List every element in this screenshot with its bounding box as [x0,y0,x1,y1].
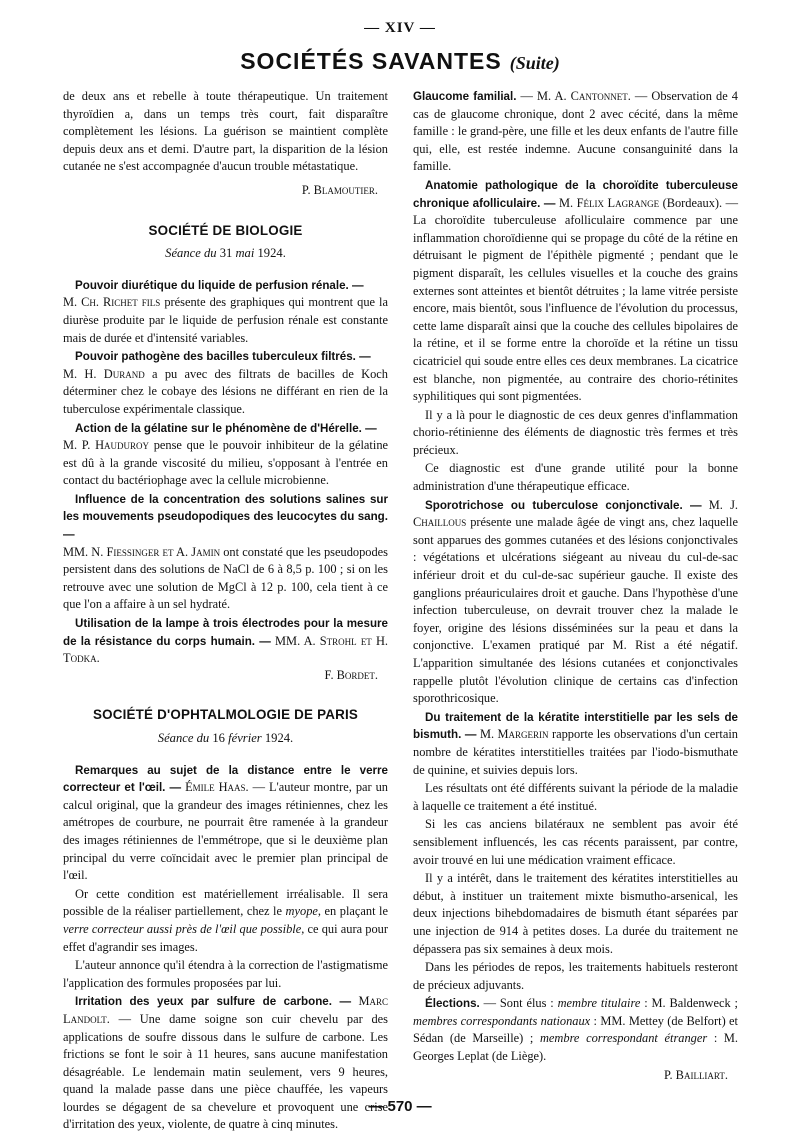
anatomie-paragraph: Ce diagnostic est d'une grande utilité pour la bonne administration d'une thérapeutique efficace. [413,461,738,494]
ophthalmology-item: Remarques au sujet de la distance entre le verre correcteur et l'œil. — Émile Haas. — L'auteur montre, par un calcul original, que la grandeur des images rétiniennes, chez les amétropes de courbure, ne pourrait être ramenée à la grandeur des images rétiniennes de l'emmétrope, que si le deuxième plan principal du verre coïncidait avec le premier plan principal de l'œil. [63,763,388,883]
biology-item: Pouvoir diurétique du liquide de perfusion rénale. — M. Ch. Richet fils présente des graphiques qui montrent que la diurèse produite par le liquide de perfusion rénale est constante mais de durée et d'intensité variables. [63,278,388,345]
running-title-main: SOCIÉTÉS SAVANTES [240,48,502,74]
biology-item: Utilisation de la lampe à trois électrodes pour la mesure de la résistance du corps humain. — MM. A. Strohl et H. Todka. [63,617,388,666]
page-number: — 570 — [368,1098,432,1115]
elections-item: Élections. — Sont élus : membre titulaire : M. Baldenweck ; membres correspondants nationaux : MM. Mettey (de Belfort) et Sédan (de Marseille) ; membre correspondant étranger : M. Georges Leplat (de Liège). [413,996,738,1064]
running-title-suffix: (Suite) [509,53,560,73]
anatomie-item: Anatomie pathologique de la choroïdite tuberculeuse chronique afolliculaire. — M. Félix Lagrange (Bordeaux). — La choroïdite tuberculeuse afolliculaire commence par une inflammation choroïdienne qui se propage du côté de la rétine en détruisant le pigment de l'épithèle pigmenté ; pendant que le pigment disparaît, les cellules visuelles et la couche des grains externes sont atteintes et bientôt détruites ; la lame vitrée persiste encore, mais bientôt, sous l'influence de l'évolution du processus, cette lame disparaît ainsi que la couche des cellules bipolaires de la rétine, et il se forme entre la choroïde et la rétine un tissu cicatriciel qui soude entre elles ces deux membranes. La cicatrice est blanche, non pigmentée, au contraire des chorio-rétinites syphilitiques qui sont pigmentées. [413,178,738,404]
biology-item: Action de la gélatine sur le phénomène de d'Hérelle. — M. P. Hauduroy pense que le pouvoir inhibiteur de la gélatine est dû à la grande viscosité du milieu, s'opposant à l'entrée en contact du bactériophage avec la cellule microbienne. [63,421,389,488]
intro-signature: P. Blamoutier. [301,182,378,197]
roman-page-number: — XIV — [364,20,436,36]
left-column [63,88,388,1135]
keratite-paragraph: Les résultats ont été différents suivant la période de la maladie à laquelle ce traitement a été institué. [413,781,738,813]
keratite-item: Du traitement de la kératite interstitielle par les sels de bismuth. — M. Margerin rapporte les observations d'un certain nombre de kératites interstitielles traitées par l'iodo-bismuthate de quinine, et suivies depuis lors. [413,710,738,777]
biology-section-title: SOCIÉTÉ DE BIOLOGIE [148,222,303,238]
biology-signature: F. Bordet. [324,667,378,682]
right-column [413,88,738,1088]
biology-item: Pouvoir pathogène des bacilles tuberculeux filtrés. — M. H. Durand a pu avec des filtrats de bacilles de Koch déterminer chez le cobaye des lésions ne différant en rien de la tuberculose expérimentale classique. [63,350,388,416]
anatomie-paragraph: Il y a là pour le diagnostic de ces deux genres d'inflammation chorio-rétinienne des éléments de diagnostic très fermes et très précieux. [413,407,738,457]
keratite-paragraph: Il y a intérêt, dans le traitement des kératites interstitielles au début, à instituer un traitement mixte bismutho-arsenical, les deux injections bihebdomadaires de bismuth étant séparées par une injection de 914 à petites doses. La durée du traitement ne dépassera pas six semaines à deux mois. [413,871,738,956]
biology-session-date: Séance du 31 mai 1924. [165,246,286,261]
running-title [0,48,800,75]
keratite-paragraph: Si les cas anciens bilatéraux ne semblent pas avoir été sensiblement influencés, les cas récents paraissent, par contre, avoir trouvé en lui une médication vraiment efficace. [413,817,738,867]
ophthalmology-paragraph: L'auteur annonce qu'il étendra à la correction de l'astigmatisme l'application des formules proposées par lui. [63,958,388,990]
ophthalmology-signature: P. Bailliart. [663,1067,728,1082]
keratite-paragraph: Dans les périodes de repos, les traitements habituels resteront de précieux adjuvants. [413,960,738,992]
ophthalmology-paragraph: Or cette condition est matériellement irréalisable. Il sera possible de la réaliser partiellement, chez le myope, en plaçant le verre correcteur aussi près de l'œil que possible, ce qui aura pour effet d'agrandir ses images. [63,886,388,954]
glaucome-item: Glaucome familial. — M. A. Cantonnet. — Observation de 4 cas de glaucome chronique, dont 2 avec cécité, dans la même famille : le grand-père, une fille et les deux enfants de l'autre fille qui, elle, est restée indemne. Aucune consanguinité dans la famille. [413,89,738,174]
ophthalmology-session-date: Séance du 16 février 1924. [157,731,294,745]
sporotrichose-item: Sporotrichose ou tuberculose conjonctivale. — M. J. Chaillous présente une malade âgée de vingt ans, chez laquelle sont apparues des gommes cutanées et des lésions conjonctivales : végétations et ulcérations siégeant au niveau du cul-de-sac inférieur droit et du cul-de-sac supérieur gauche. Il existe des ganglions préauriculaires droit et gauche. Dans l'hypothèse d'une infection tuberculeuse, on devrait trouver chez la malade le foyer, origine des lésions disséminées sur la peau et dans la conjonctive. L'examen pratiqué par M. Rist a été négatif. L'apparition simultanée des lésions cutanées et conjonctivales rappelle plutôt l'évolution clinique de certains cas d'infection sporothricosique. [413,497,738,706]
ophthalmology-item: Irritation des yeux par sulfure de carbone. — Marc Landolt. — Une dame soigne son cuir chevelu par des applications de soufre dissous dans le sulfure de carbone. Les frictions se font le soir à 11 heures, sans aucune manifestation désagréable. Le lendemain matin seulement, vers 9 heures, quand la malade passe dans une pièce chauffée, les vapeurs lourdes se dégagent de sa chevelure et provoquent une crise d'irritation des yeux, violente, de quatre à cinq minutes. [63,994,388,1132]
intro-paragraph: de deux ans et rebelle à toute thérapeutique. Un traitement thyroïdien a, dans un temps très court, fait disparaître complètement les lésions. La guérison se maintient complète depuis deux ans et demi. D'autre part, la disparition de la lésion cutanée ne s'est accompagnée d'aucun trouble métastatique. [63,89,388,174]
biology-item: Influence de la concentration des solutions salines sur les mouvements pseudopodiques des leucocytes du sang. — MM. N. Fiessinger et A. Jamin ont constaté que les pseudopodes persistent dans des solutions de NaCl de 6 à 8,5 p. 100 ; si on les retrouve avec une solution de MgCl à 12 p. 100, cela tient à ce que l'on a affaire à un sel hydraté. [63,492,388,612]
ophthalmology-section-title: SOCIÉTÉ D'OPHTALMOLOGIE DE PARIS [92,707,358,723]
